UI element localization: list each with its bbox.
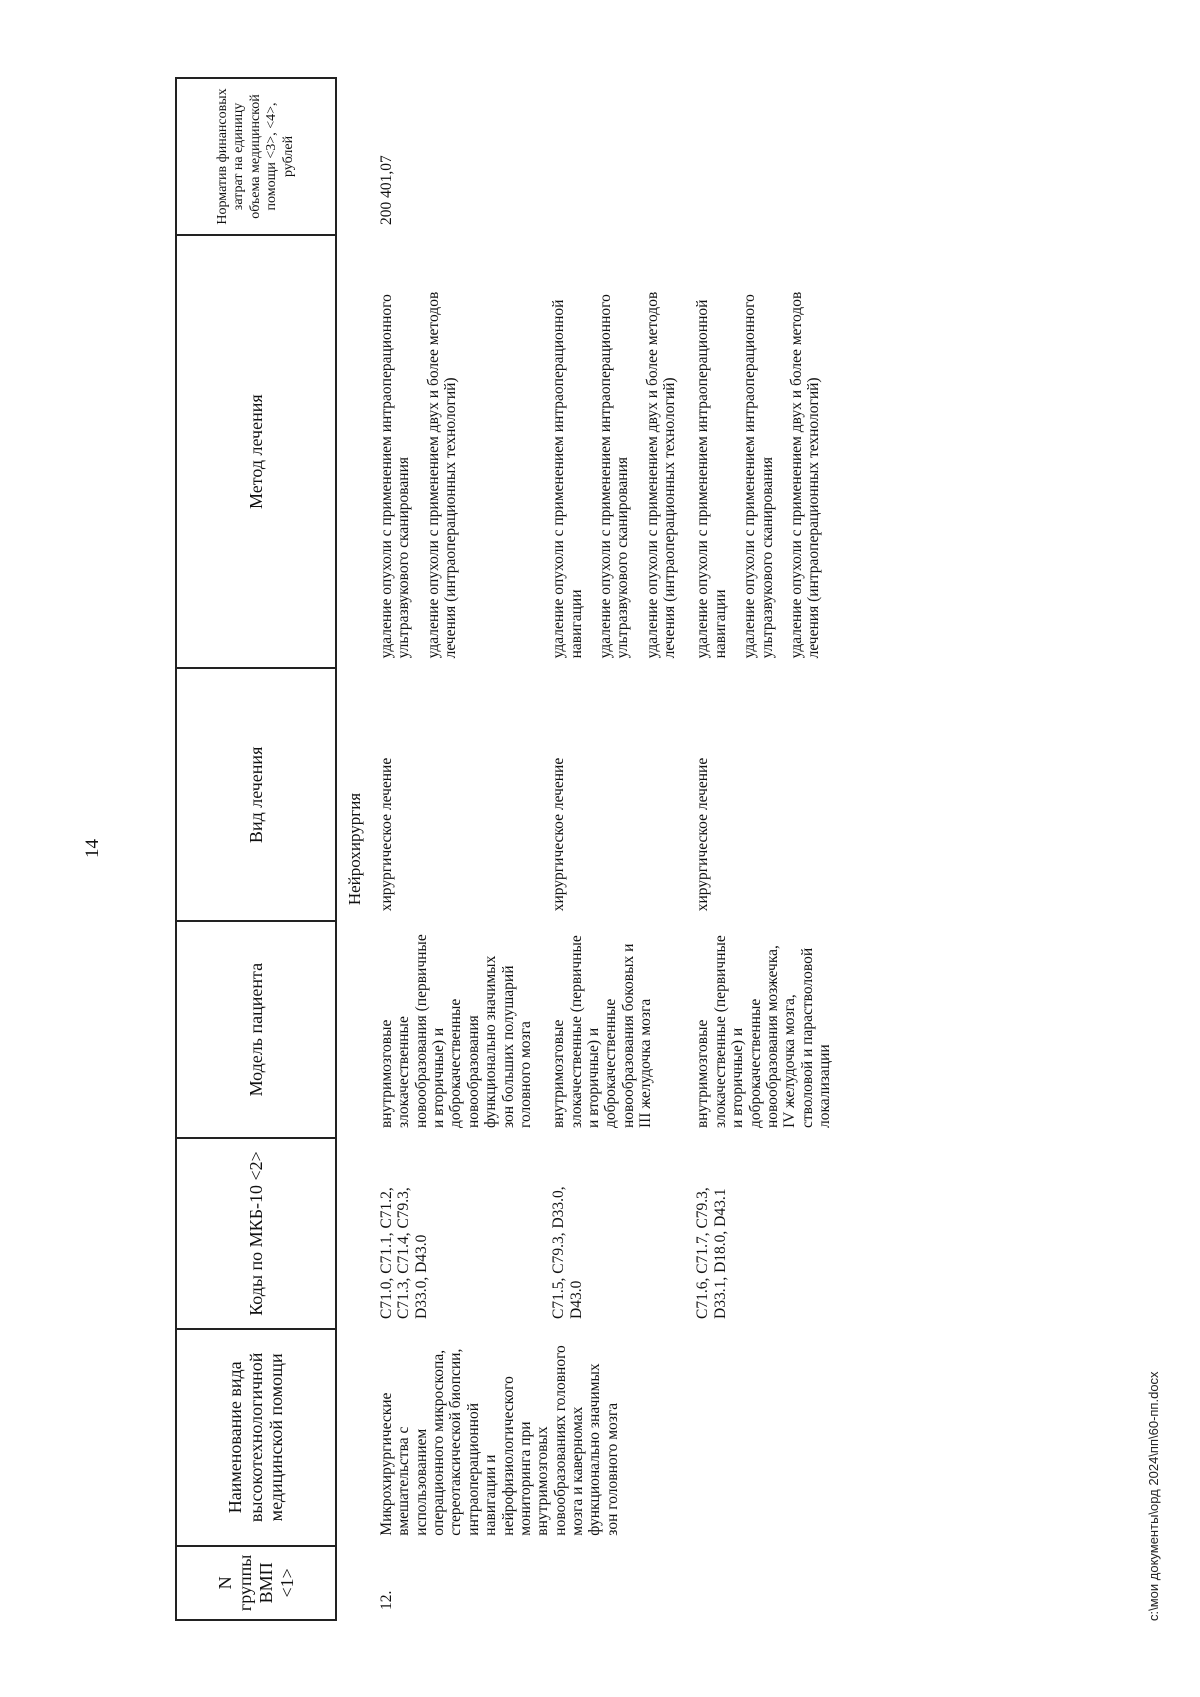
treatment-method-item: удаление опухоли с применением интраоперационного ультразвукового сканирования (378, 294, 413, 659)
cost-norm-value: 200 401,07 (378, 155, 396, 225)
header-group-number: N группы ВМП <1> (176, 1546, 336, 1620)
group-number: 12. (378, 1590, 396, 1610)
treatment-method-item: удаление опухоли с применением двух и более методов лечения (интраоперационных технологий) (787, 291, 823, 659)
vmp-table (175, 77, 839, 1621)
treatment-method-item: удаление опухоли с применением двух и более методов лечения (интраоперационных технологий) (643, 291, 679, 659)
treatment-method-item: удаление опухоли с применением интраоперационного ультразвукового сканирования (741, 294, 776, 659)
section-title: Нейрохирургия (345, 792, 364, 906)
header-mkb-codes: Коды по МКБ-10 <2> (176, 1138, 336, 1329)
group-name: Микрохирургические вмешательства с использованием операционного микроскопа, стереотаксической биопсии, интраоперационной навигации и нейрофизиологического мониторинга при внутримозговых новообразованиях головного мозга и каверномах функционально значимых зон головного мозга (378, 1345, 621, 1536)
treatment-methods-cell (684, 235, 839, 668)
table-header-row (176, 78, 336, 1620)
treatment-method-item: удаление опухоли с применением интраоперационного ультразвукового сканирования (596, 294, 632, 659)
treatment-type-cell: хирургическое лечение (694, 757, 712, 912)
table-row (372, 78, 540, 1620)
treatment-methods-cell (540, 235, 684, 668)
treatment-type-cell: хирургическое лечение (550, 757, 568, 912)
mkb-codes-cell: C71.0, C71.1, C71.2, C71.3, C71.4, C79.3, D33.0, D43.0 (378, 1187, 430, 1319)
header-vmp-name: Наименование вида высокотехнологичной медицинской помощи (176, 1329, 336, 1546)
mkb-codes-cell: C71.6, C71.7, C79.3, D33.1, D18.0, D43.1 (694, 1187, 729, 1319)
treatment-method-item: удаление опухоли с применением интраоперационной навигации (550, 299, 585, 659)
footer-file-path: c:\мои документы\орд 2024\пп\60-пп.docx (1146, 1371, 1161, 1621)
treatment-type-cell: хирургическое лечение (378, 757, 396, 912)
treatment-method-item: удаление опухоли с применением интраоперационной навигации (694, 299, 729, 659)
mkb-codes-cell: C71.5, C79.3, D33.0, D43.0 (550, 1186, 585, 1319)
header-cost-norm: Норматив финансовых затрат на единицу объема медицинской помощи <3>, <4>, рублей (176, 78, 336, 235)
header-treatment-type: Вид лечения (176, 668, 336, 921)
header-patient-model: Модель пациента (176, 921, 336, 1138)
treatment-methods-cell (372, 235, 540, 668)
treatment-method-item: удаление опухоли с применением двух и более методов лечения (интраоперационных технологий) (424, 291, 460, 659)
page-number: 14 (82, 839, 103, 858)
section-row (336, 78, 372, 1620)
patient-model-cell: внутримозговые злокачественные новообразования (первичные и вторичные) и доброкачественные новообразования функционально значимых зон больших полушарий головного мозга (378, 934, 534, 1129)
header-treatment-method: Метод лечения (176, 235, 336, 668)
patient-model-cell: внутримозговые злокачественные (первичные и вторичные) и доброкачественные новообразования боковых и III желудочка мозга (550, 935, 655, 1129)
patient-model-cell: внутримозговые злокачественные (первичные и вторичные) и доброкачественные новообразования мозжечка, IV желудочка мозга, стволовой и парастволовой локализации (694, 935, 833, 1129)
